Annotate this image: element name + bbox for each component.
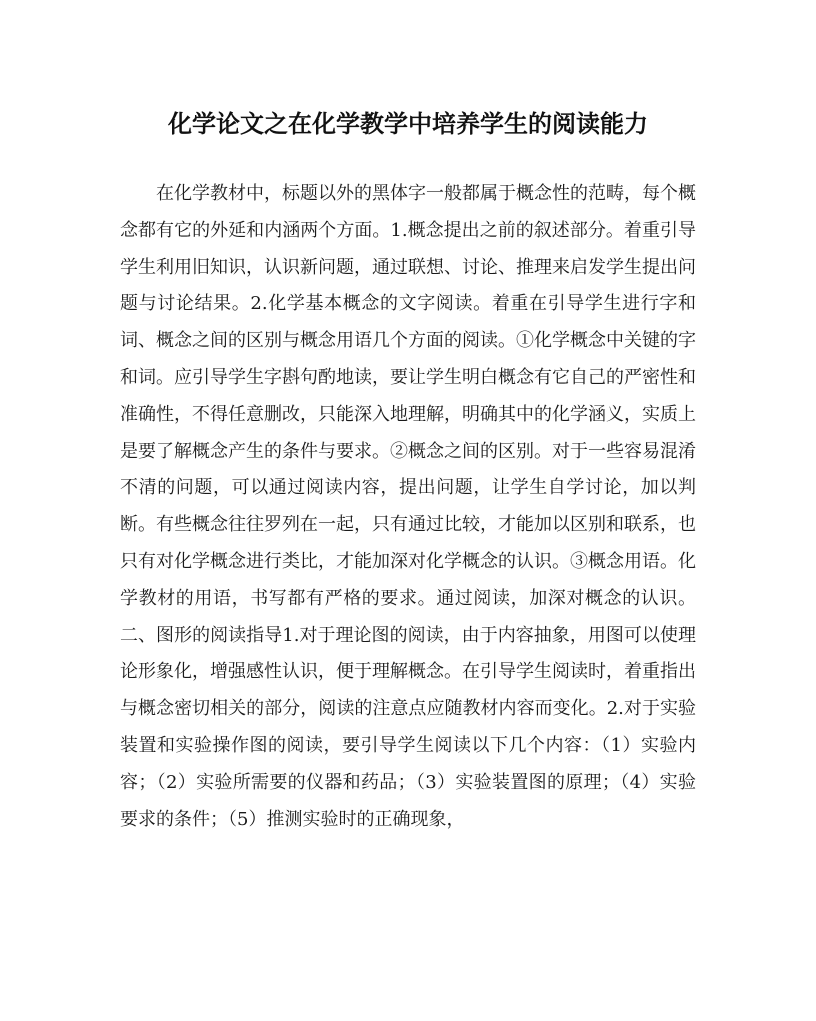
- document-body-paragraph: 在化学教材中，标题以外的黑体字一般都属于概念性的范畴，每个概念都有它的外延和内涵两个方面。1.概念提出之前的叙述部分。着重引导学生利用旧知识，认识新问题，通过联想、讨论、推理来启发学生提出问题与讨论结果。2.化学基本概念的文字阅读。着重在引导学生进行字和词、概念之间的区别与概念用语几个方面的阅读。①化学概念中关键的字和词。应引导学生字斟句酌地读，要让学生明白概念有它自己的严密性和准确性，不得任意删改，只能深入地理解，明确其中的化学涵义，实质上是要了解概念产生的条件与要求。②概念之间的区别。对于一些容易混淆不清的问题，可以通过阅读内容，提出问题，让学生自学讨论，加以判断。有些概念往往罗列在一起，只有通过比较，才能加以区别和联系，也只有对化学概念进行类比，才能加深对化学概念的认识。③概念用语。化学教材的用语，书写都有严格的要求。通过阅读，加深对概念的认识。二、图形的阅读指导1.对于理论图的阅读，由于内容抽象，用图可以使理论形象化，增强感性认识，便于理解概念。在引导学生阅读时，着重指出与概念密切相关的部分，阅读的注意点应随教材内容而变化。2.对于实验装置和实验操作图的阅读，要引导学生阅读以下几个内容：（1）实验内容；（2）实验所需要的仪器和药品；（3）实验装置图的原理；（4）实验要求的条件；（5）推测实验时的正确现象，: [120, 183, 696, 830]
- document-title: 化学论文之在化学教学中培养学生的阅读能力: [168, 109, 648, 138]
